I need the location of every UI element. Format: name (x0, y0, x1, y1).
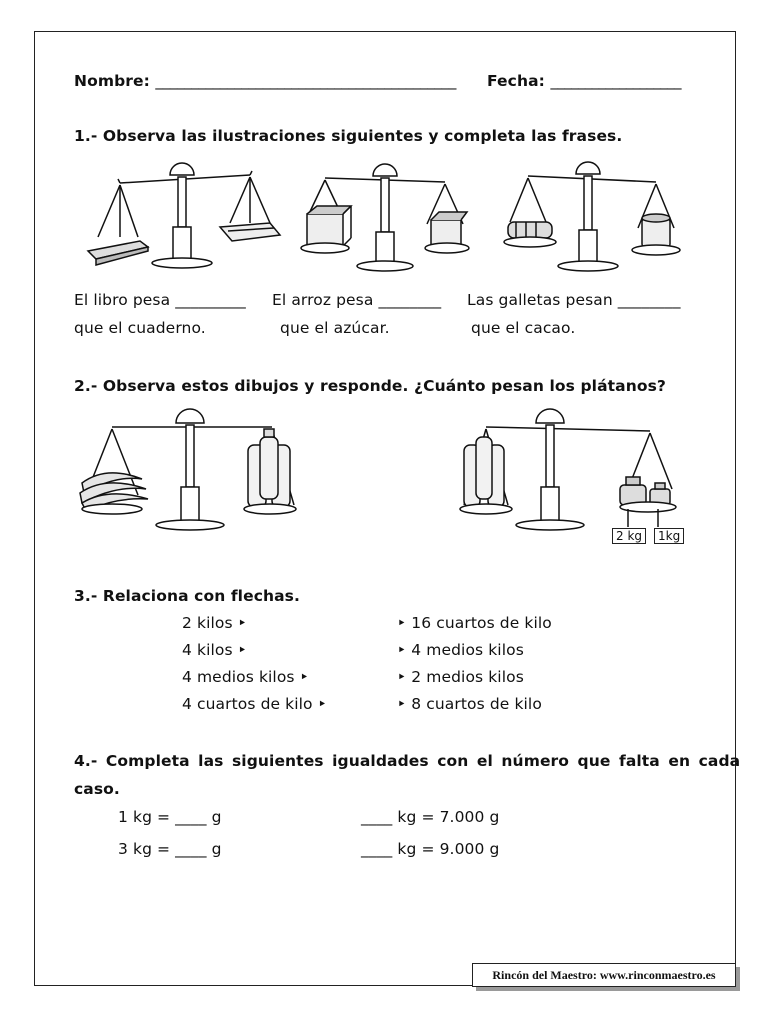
scale-rice-sugar (295, 158, 475, 278)
q3-right-item-2: ‣ 4 medios kilos (397, 641, 524, 659)
q3-right-item-1: ‣ 16 cuartos de kilo (397, 614, 552, 632)
weight-label-2kg: 2 kg (612, 528, 646, 544)
date-blank: ___________________ (550, 72, 681, 90)
q3-left-item-3: 4 medios kilos ‣ (182, 668, 309, 686)
q4-left-eq-1: 1 kg = ____ g (118, 808, 222, 826)
q4-left-eq-2: 3 kg = ____ g (118, 840, 222, 858)
scale-book-notebook (80, 155, 290, 275)
q2-title: 2.- Observa estos dibujos y responde. ¿Cuánto pesan los plátanos? (74, 377, 667, 395)
date-field (487, 72, 681, 90)
weight-label-1kg: 1kg (654, 528, 684, 544)
scale-bananas-bottles (76, 405, 306, 540)
q1-sentence-3-line1: Las galletas pesan ________ (467, 291, 681, 309)
q1-sentence-1-line1: El libro pesa _________ (74, 291, 246, 309)
q3-right-item-3: ‣ 2 medios kilos (397, 668, 524, 686)
q3-title: 3.- Relaciona con flechas. (74, 587, 300, 605)
name-label: Nombre: (74, 72, 156, 90)
q3-left-item-2: 4 kilos ‣ (182, 641, 247, 659)
q4-right-eq-1: ____ kg = 7.000 g (361, 808, 500, 826)
q4-title-line1: 4.- Completa las siguientes igualdades con el número que falta en cada (74, 752, 741, 770)
scale-cookies-cacao (500, 158, 700, 278)
name-blank: __________________________________________ (155, 72, 456, 90)
q1-sentence-2-line2: que el azúcar. (280, 319, 390, 337)
q1-sentence-2-line1: El arroz pesa ________ (272, 291, 442, 309)
scale-bottles-weights (450, 405, 690, 540)
q3-right-item-4: ‣ 8 cuartos de kilo (397, 695, 542, 713)
date-label: Fecha: (487, 72, 551, 90)
q4-title-line2: caso. (74, 780, 120, 798)
footer-text: Rincón del Maestro: www.rinconmaestro.es (492, 967, 716, 982)
q1-sentence-3-line2: que el cacao. (471, 319, 576, 337)
q4-right-eq-2: ____ kg = 9.000 g (361, 840, 500, 858)
q1-title: 1.- Observa las ilustraciones siguientes y completa las frases. (74, 127, 623, 145)
footer-credit (472, 963, 736, 987)
q1-sentence-1-line2: que el cuaderno. (74, 319, 206, 337)
name-field (74, 72, 456, 90)
q3-left-item-4: 4 cuartos de kilo ‣ (182, 695, 327, 713)
q3-left-item-1: 2 kilos ‣ (182, 614, 247, 632)
